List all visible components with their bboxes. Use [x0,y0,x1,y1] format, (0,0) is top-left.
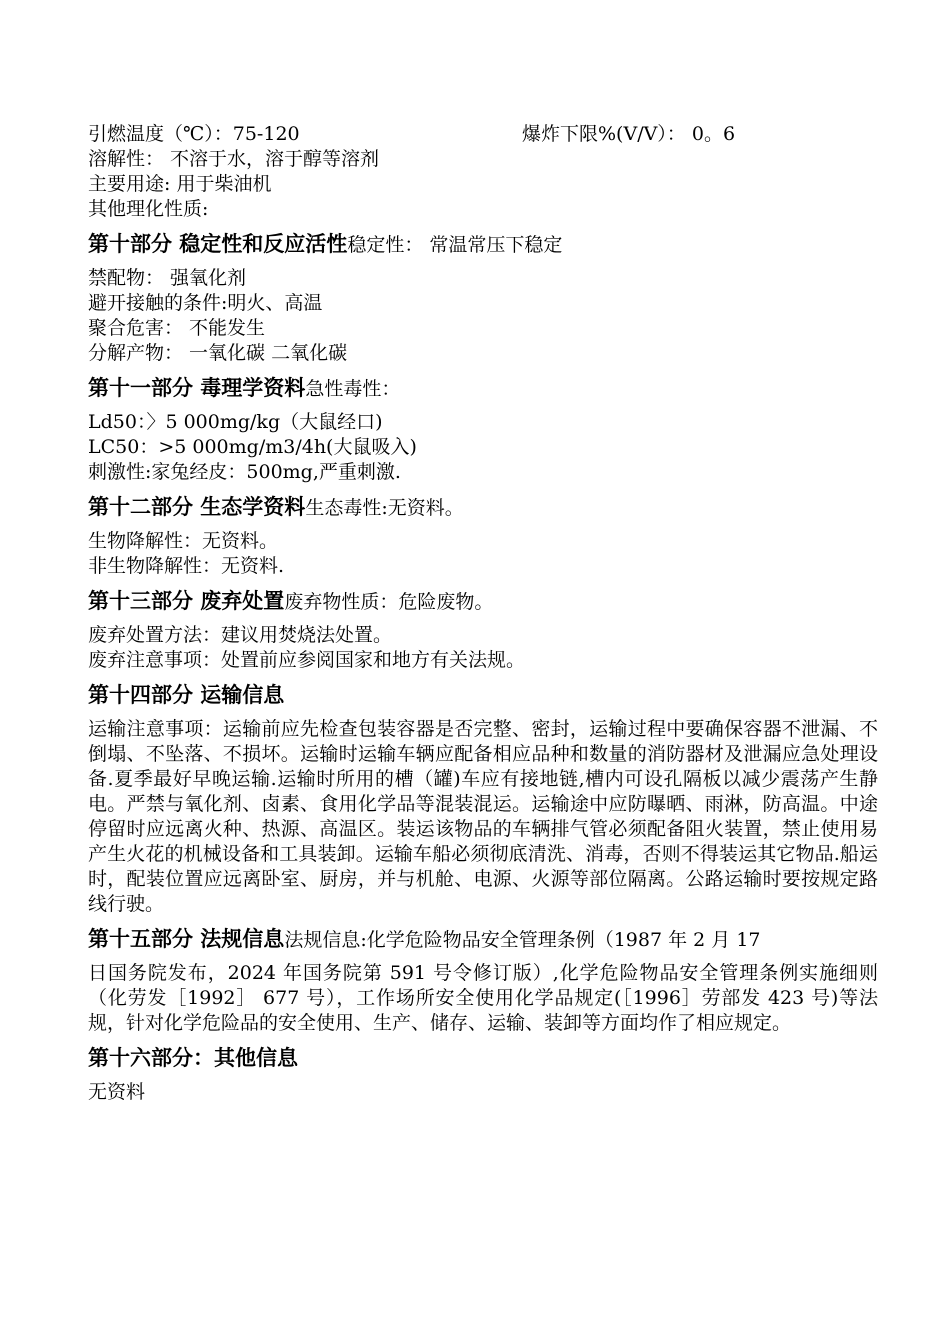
section-11-heading [88,376,878,402]
section-16-heading [88,1046,878,1072]
document-page [88,122,878,1105]
conditions-to-avoid: 避开接触的条件:明火、高温 [88,292,323,314]
abiotic-degradability: 非生物降解性：无资料. [88,555,285,577]
section-16-title: 第十六部分：其他信息 [88,1046,298,1070]
irritation: 刺激性:家兔经皮：500mg,严重刺激. [88,461,401,483]
disposal-notes: 废弃注意事项：处置前应参阅国家和地方有关法规。 [88,649,526,671]
regulation-info: 日国务院发布，2024 年国务院第 591 号令修订版）,化学危险物品安全管理条例实施细则 （化劳发［1992］ 677 号），工作场所安全使用化学品规定(［1996］劳部发 423 号)等法规，针对化学危险品的安全使用、生产、储存、运输、装卸等方面均作了相应规定。 [88,962,878,1034]
ignition-temp: 引燃温度（℃）：75-120 [88,123,300,145]
explosion-lower-limit: 爆炸下限%(V/V）： 0。6 [522,123,736,145]
section-11-body [88,410,878,485]
solubility: 溶解性： 不溶于水，溶于醇等溶剂 [88,148,380,170]
section-11-title: 第十一部分 毒理学资料 [88,376,306,400]
section-12-inline: 生态毒性:无资料。 [305,497,464,519]
section-12-heading [88,495,878,521]
section-15-heading [88,927,878,953]
decomposition-products: 分解产物： 一氧化碳 二氧化碳 [88,342,348,364]
ld50: Ld50：〉5 000mg/kg（大鼠经口) [88,411,383,433]
disposal-method: 废弃处置方法：建议用焚烧法处置。 [88,624,393,646]
incompatible-materials: 禁配物： 强氧化剂 [88,267,247,289]
section-13-inline: 废弃物性质：危险废物。 [284,591,494,613]
section-14-title: 第十四部分 运输信息 [88,683,285,707]
section-15-inline: 法规信息:化学危险物品安全管理条例（1987 年 2 月 17 [284,929,761,951]
section-12-body [88,529,878,579]
section-13-body [88,623,878,673]
biodegradability: 生物降解性：无资料。 [88,530,279,552]
section-10-title: 第十部分 稳定性和反应活性 [88,232,348,256]
section-15-title: 第十五部分 法规信息 [88,927,285,951]
other-properties: 其他理化性质: [88,198,209,220]
lc50: LC50：>5 000mg/m3/4h(大鼠吸入) [88,436,417,458]
section-13-heading [88,589,878,615]
section-10-inline: 稳定性： 常温常压下稳定 [347,234,563,256]
polymerization-hazard: 聚合危害： 不能发生 [88,317,266,339]
other-info: 无资料 [88,1081,146,1103]
props-row-1 [88,122,878,147]
main-use: 主要用途: 用于柴油机 [88,173,272,195]
section-14-heading [88,683,878,709]
section-13-title: 第十三部分 废弃处置 [88,589,285,613]
section-10-body [88,266,878,366]
section-11-inline: 急性毒性： [305,378,401,400]
section-12-title: 第十二部分 生态学资料 [88,495,306,519]
section-10-heading [88,232,878,258]
transport-notes: 运输注意事项：运输前应先检查包装容器是否完整、密封，运输过程中要确保容器不泄漏、不倒塌、不坠落、不损坏。运输时运输车辆应配备相应品种和数量的消防器材及泄漏应急处理设备.夏季最好早晚运输.运输时所用的槽（罐)车应有接地链,槽内可设孔隔板以减少震荡产生静电。严禁与氧化剂、卤素、食用化学品等混装混运。运输途中应防曝晒、雨淋，防高温。中途停留时应远离火种、热源、高温区。装运该物品的车辆排气管必须配备阻火装置，禁止使用易产生火花的机械设备和工具装卸。运输车船必须彻底清洗、消毒，否则不得装运其它物品.船运时，配装位置应远离卧室、厨房，并与机舱、电源、火源等部位隔离。公路运输时要按规定路线行驶。 [88,718,878,915]
